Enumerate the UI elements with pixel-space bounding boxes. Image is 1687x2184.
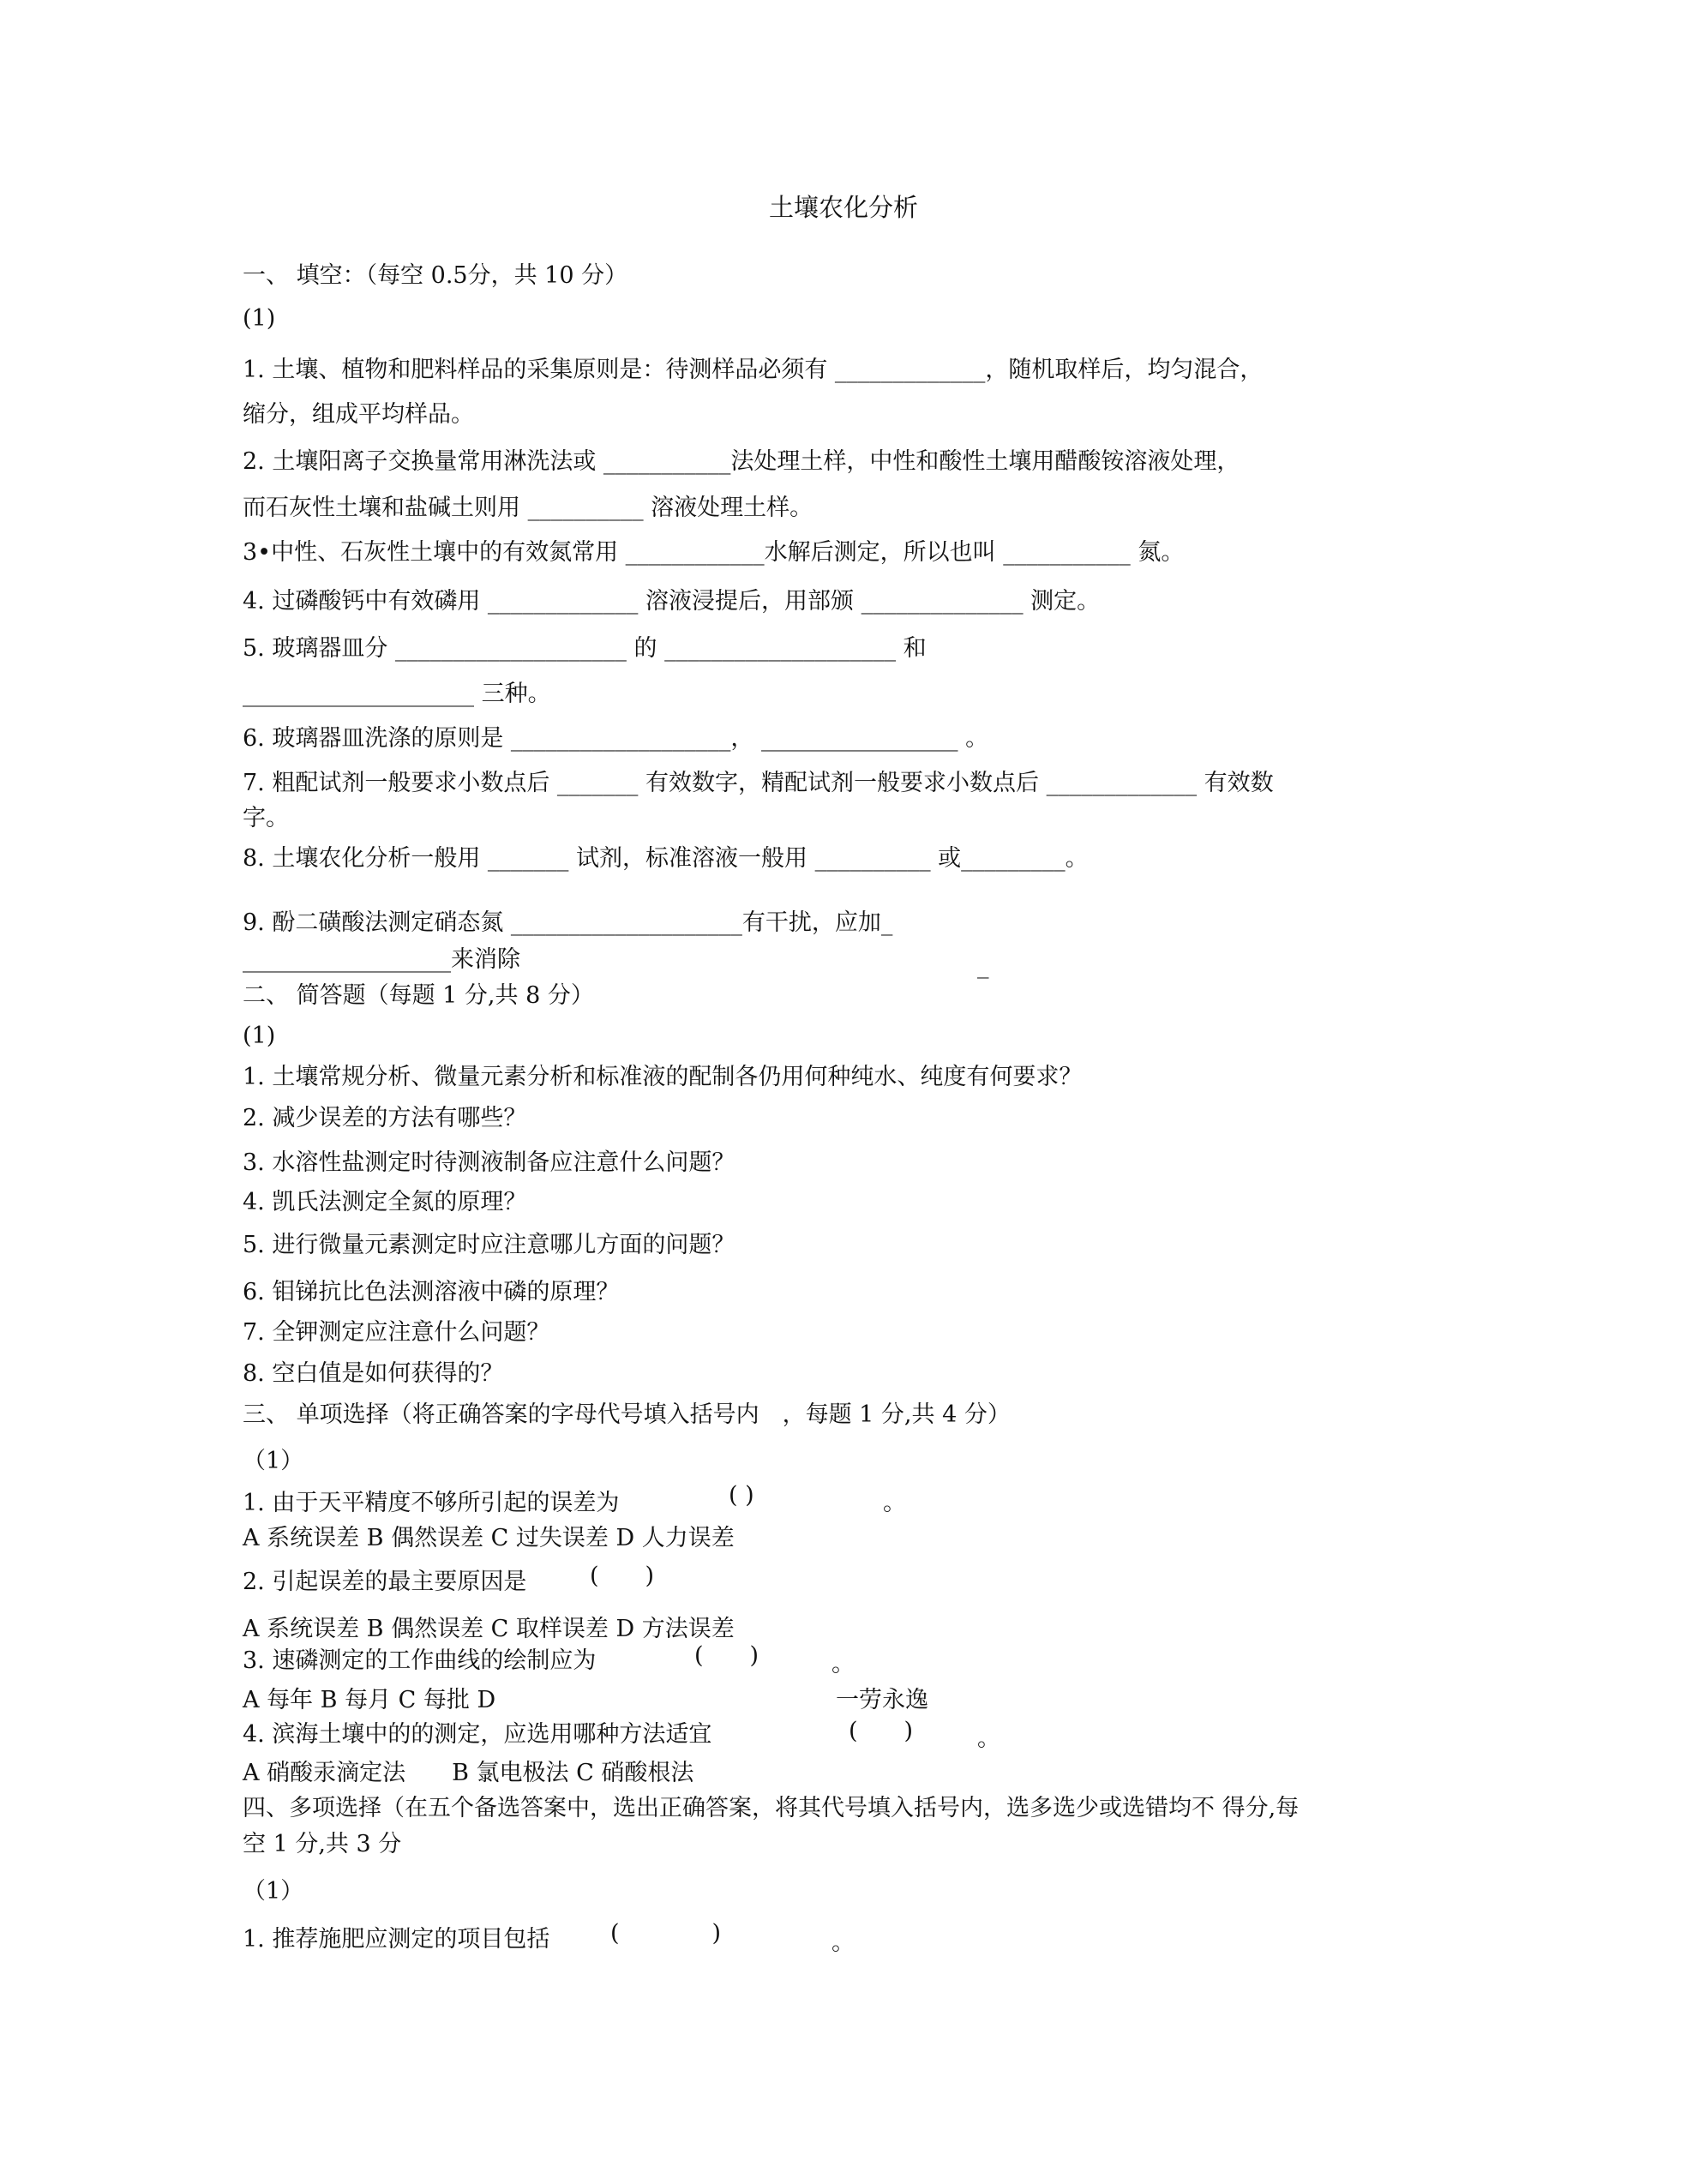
question-3-3-end: 。 xyxy=(831,1651,855,1677)
section-4-heading-cont: 空 1 分,共 3 分 xyxy=(243,1831,402,1857)
question-2-6: 6. 钼锑抗比色法测溶液中磷的原理？ xyxy=(243,1279,620,1305)
question-3-1-answer-paren[interactable]: ( ) xyxy=(729,1482,754,1509)
section-3-heading: 三、 单项选择（将正确答案的字母代号填入括号内 ，每题 1 分,共 4 分） xyxy=(243,1401,1011,1428)
section-4-sub: （1） xyxy=(243,1878,304,1905)
question-1-5-line-b: ____________________ 三种。 xyxy=(243,681,551,707)
question-2-8: 8. 空白值是如何获得的？ xyxy=(243,1360,504,1387)
section-1-heading: 一、 填空：（每空 0.5分，共 10 分） xyxy=(243,262,628,289)
question-1-7-line-b: 字。 xyxy=(243,805,289,831)
question-1-2-line-b: 而石灰性土壤和盐碱土则用 __________ 溶液处理土样。 xyxy=(243,495,813,521)
section-2-heading: 二、 简答题（每题 1 分,共 8 分） xyxy=(243,982,594,1009)
question-1-9-mark: _ xyxy=(977,952,989,979)
question-1-2-line-a: 2. 土壤阳离子交换量常用淋洗法或 ___________法处理土样，中性和酸性土壤用醋酸铵溶液处理， xyxy=(243,448,1240,475)
question-2-4: 4. 凯氏法测定全氮的原理？ xyxy=(243,1189,527,1215)
question-2-2: 2. 减少误差的方法有哪些？ xyxy=(243,1105,527,1131)
question-2-5: 5. 进行微量元素测定时应注意哪儿方面的问题？ xyxy=(243,1232,735,1258)
question-3-4-end: 。 xyxy=(977,1725,1000,1752)
question-1-1-line-a: 1. 土壤、植物和肥料样品的采集原则是：待测样品必须有 _____________，随机取样后，均匀混合， xyxy=(243,357,1264,383)
question-1-3: 3•中性、石灰性土壤中的有效氮常用 ____________水解后测定，所以也叫 ___________ 氮。 xyxy=(243,539,1185,566)
question-1-9-line-b: __________________来消除 xyxy=(243,946,520,973)
question-4-1: 1. 推荐施肥应测定的项目包括 xyxy=(243,1926,550,1953)
question-3-1-end: 。 xyxy=(883,1490,906,1516)
question-3-4: 4. 滨海土壤中的的测定，应选用哪种方法适宜 xyxy=(243,1721,712,1748)
question-3-3-option-d: 一劳永逸 xyxy=(836,1687,928,1713)
question-3-2: 2. 引起误差的最主要原因是 xyxy=(243,1569,527,1595)
question-3-3-answer-paren[interactable]: ( ) xyxy=(694,1642,759,1669)
question-1-4: 4. 过磷酸钙中有效磷用 _____________ 溶液浸提后，用部颁 ______________ 测定。 xyxy=(243,588,1101,615)
question-3-1: 1. 由于天平精度不够所引起的误差为 xyxy=(243,1490,620,1516)
question-3-2-answer-paren[interactable]: ( ) xyxy=(590,1563,655,1589)
question-4-1-end: 。 xyxy=(831,1929,855,1956)
question-1-8: 8. 土壤农化分析一般用 _______ 试剂，标准溶液一般用 __________ 或_________。 xyxy=(243,845,1089,872)
question-3-3-options: A 每年 B 每月 C 每批 D xyxy=(243,1687,496,1713)
section-3-sub: （1） xyxy=(243,1448,304,1474)
question-2-3: 3. 水溶性盐测定时待测液制备应注意什么问题？ xyxy=(243,1149,735,1176)
question-1-1-line-b: 缩分，组成平均样品。 xyxy=(243,401,474,428)
question-2-7: 7. 全钾测定应注意什么问题？ xyxy=(243,1319,550,1346)
page-title: 土壤农化分析 xyxy=(768,193,918,222)
section-2-sub: (1) xyxy=(243,1023,276,1049)
question-3-3: 3. 速磷测定的工作曲线的绘制应为 xyxy=(243,1647,597,1674)
question-1-7-line-a: 7. 粗配试剂一般要求小数点后 _______ 有效数字，精配试剂一般要求小数点后 _____________ 有效数 xyxy=(243,770,1274,796)
question-3-1-options: A 系统误差 B 偶然误差 C 过失误差 D 人力误差 xyxy=(243,1525,735,1551)
section-1-sub: (1) xyxy=(243,305,276,332)
question-1-6: 6. 玻璃器皿洗涤的原则是 ___________________， _________________ 。 xyxy=(243,725,989,752)
question-1-9-line-a: 9. 酚二磺酸法测定硝态氮 ____________________有干扰，应加_ xyxy=(243,909,893,936)
question-2-1: 1. 土壤常规分析、微量元素分析和标准液的配制各仍用何种纯水、纯度有何要求？ xyxy=(243,1064,1083,1090)
section-4-heading: 四、多项选择（在五个备选答案中，选出正确答案，将其代号填入括号内，选多选少或选错均不 得分,每 xyxy=(243,1795,1300,1821)
question-3-4-options: A 硝酸汞滴定法 B 氯电极法 C 硝酸根法 xyxy=(243,1760,694,1786)
question-4-1-answer-paren[interactable]: ( ) xyxy=(610,1920,722,1947)
question-3-2-options: A 系统误差 B 偶然误差 C 取样误差 D 方法误差 xyxy=(243,1616,735,1642)
question-1-5-line-a: 5. 玻璃器皿分 ____________________ 的 ____________________ 和 xyxy=(243,635,927,662)
question-3-4-answer-paren[interactable]: ( ) xyxy=(849,1718,914,1744)
